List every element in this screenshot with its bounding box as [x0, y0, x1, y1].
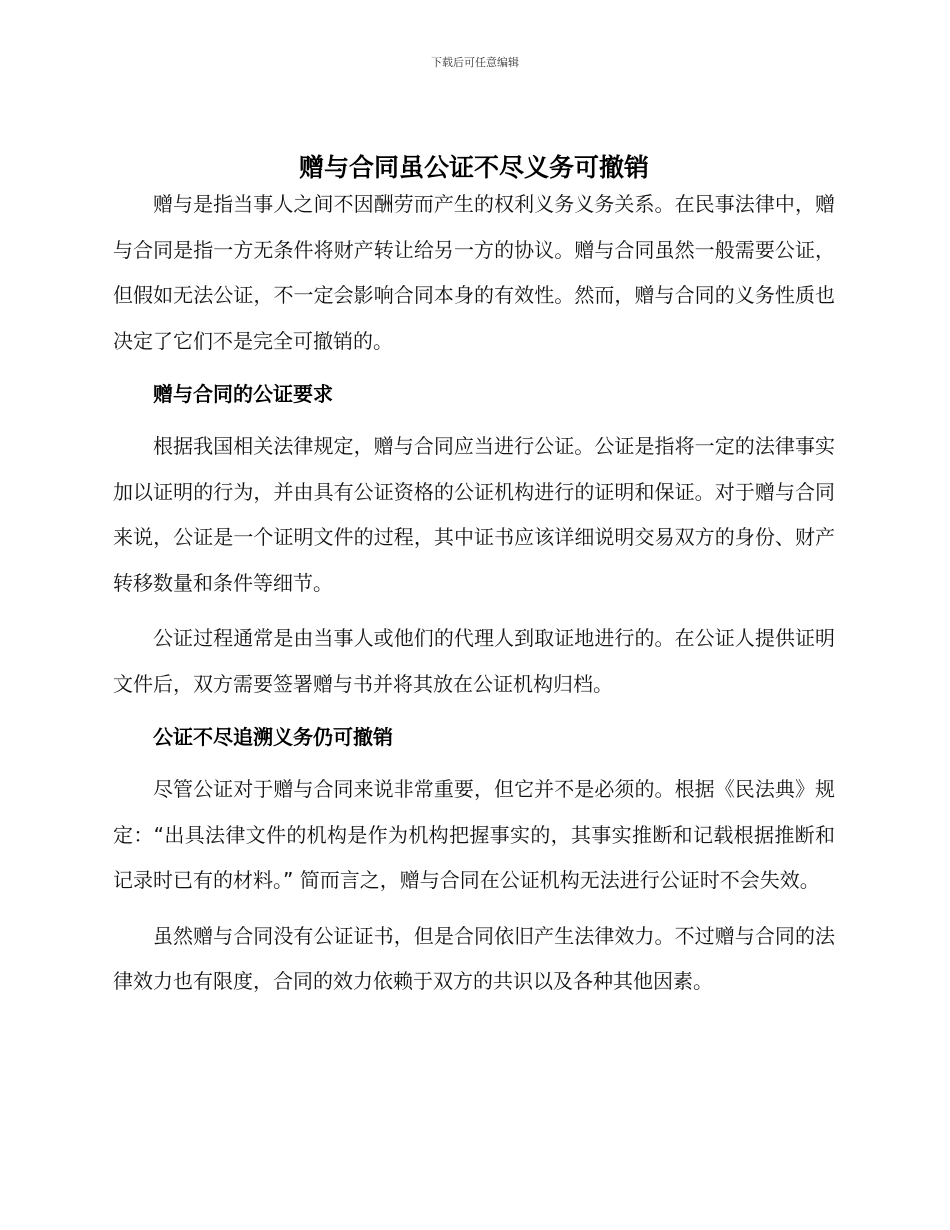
header-note: 下载后可任意编辑: [431, 56, 519, 69]
section-1-paragraph-2: 公证过程通常是由当事人或他们的代理人到取证地进行的。在公证人提供证明文件后，双方需要签署赠与书并将其放在公证机构归档。: [113, 626, 835, 696]
section-heading-notarization-requirements: 赠与合同的公证要求: [153, 382, 333, 406]
section-2-paragraph-2: 虽然赠与合同没有公证证书，但是合同依旧产生法律效力。不过赠与合同的法律效力也有限度，合同的效力依赖于双方的共识以及各种其他因素。: [113, 923, 835, 993]
section-2-paragraph-1: 尽管公证对于赠与合同来说非常重要，但它并不是必须的。根据《民法典》规定：“出具法律文件的机构是作为机构把握事实的，其事实推断和记载根据推断和记录时已有的材料。” 简而言之，赠与合同在公证机构无法进行公证时不会失效。: [113, 777, 835, 892]
section-1-paragraph-1: 根据我国相关法律规定，赠与合同应当进行公证。公证是指将一定的法律事实加以证明的行为，并由具有公证资格的公证机构进行的证明和保证。对于赠与合同来说，公证是一个证明文件的过程，其中证书应该详细说明交易双方的身份、财产转移数量和条件等细节。: [113, 434, 835, 595]
section-heading-revocable: 公证不尽追溯义务仍可撤销: [153, 725, 393, 749]
document-title: 赠与合同虽公证不尽义务可撤销: [298, 153, 649, 182]
document-body: [113, 148, 835, 1005]
intro-paragraph: 赠与是指当事人之间不因酬劳而产生的权利义务义务关系。在民事法律中，赠与合同是指一方无条件将财产转让给另一方的协议。赠与合同虽然一般需要公证，但假如无法公证，不一定会影响合同本身的有效性。然而，赠与合同的义务性质也决定了它们不是完全可撤销的。: [113, 192, 835, 353]
